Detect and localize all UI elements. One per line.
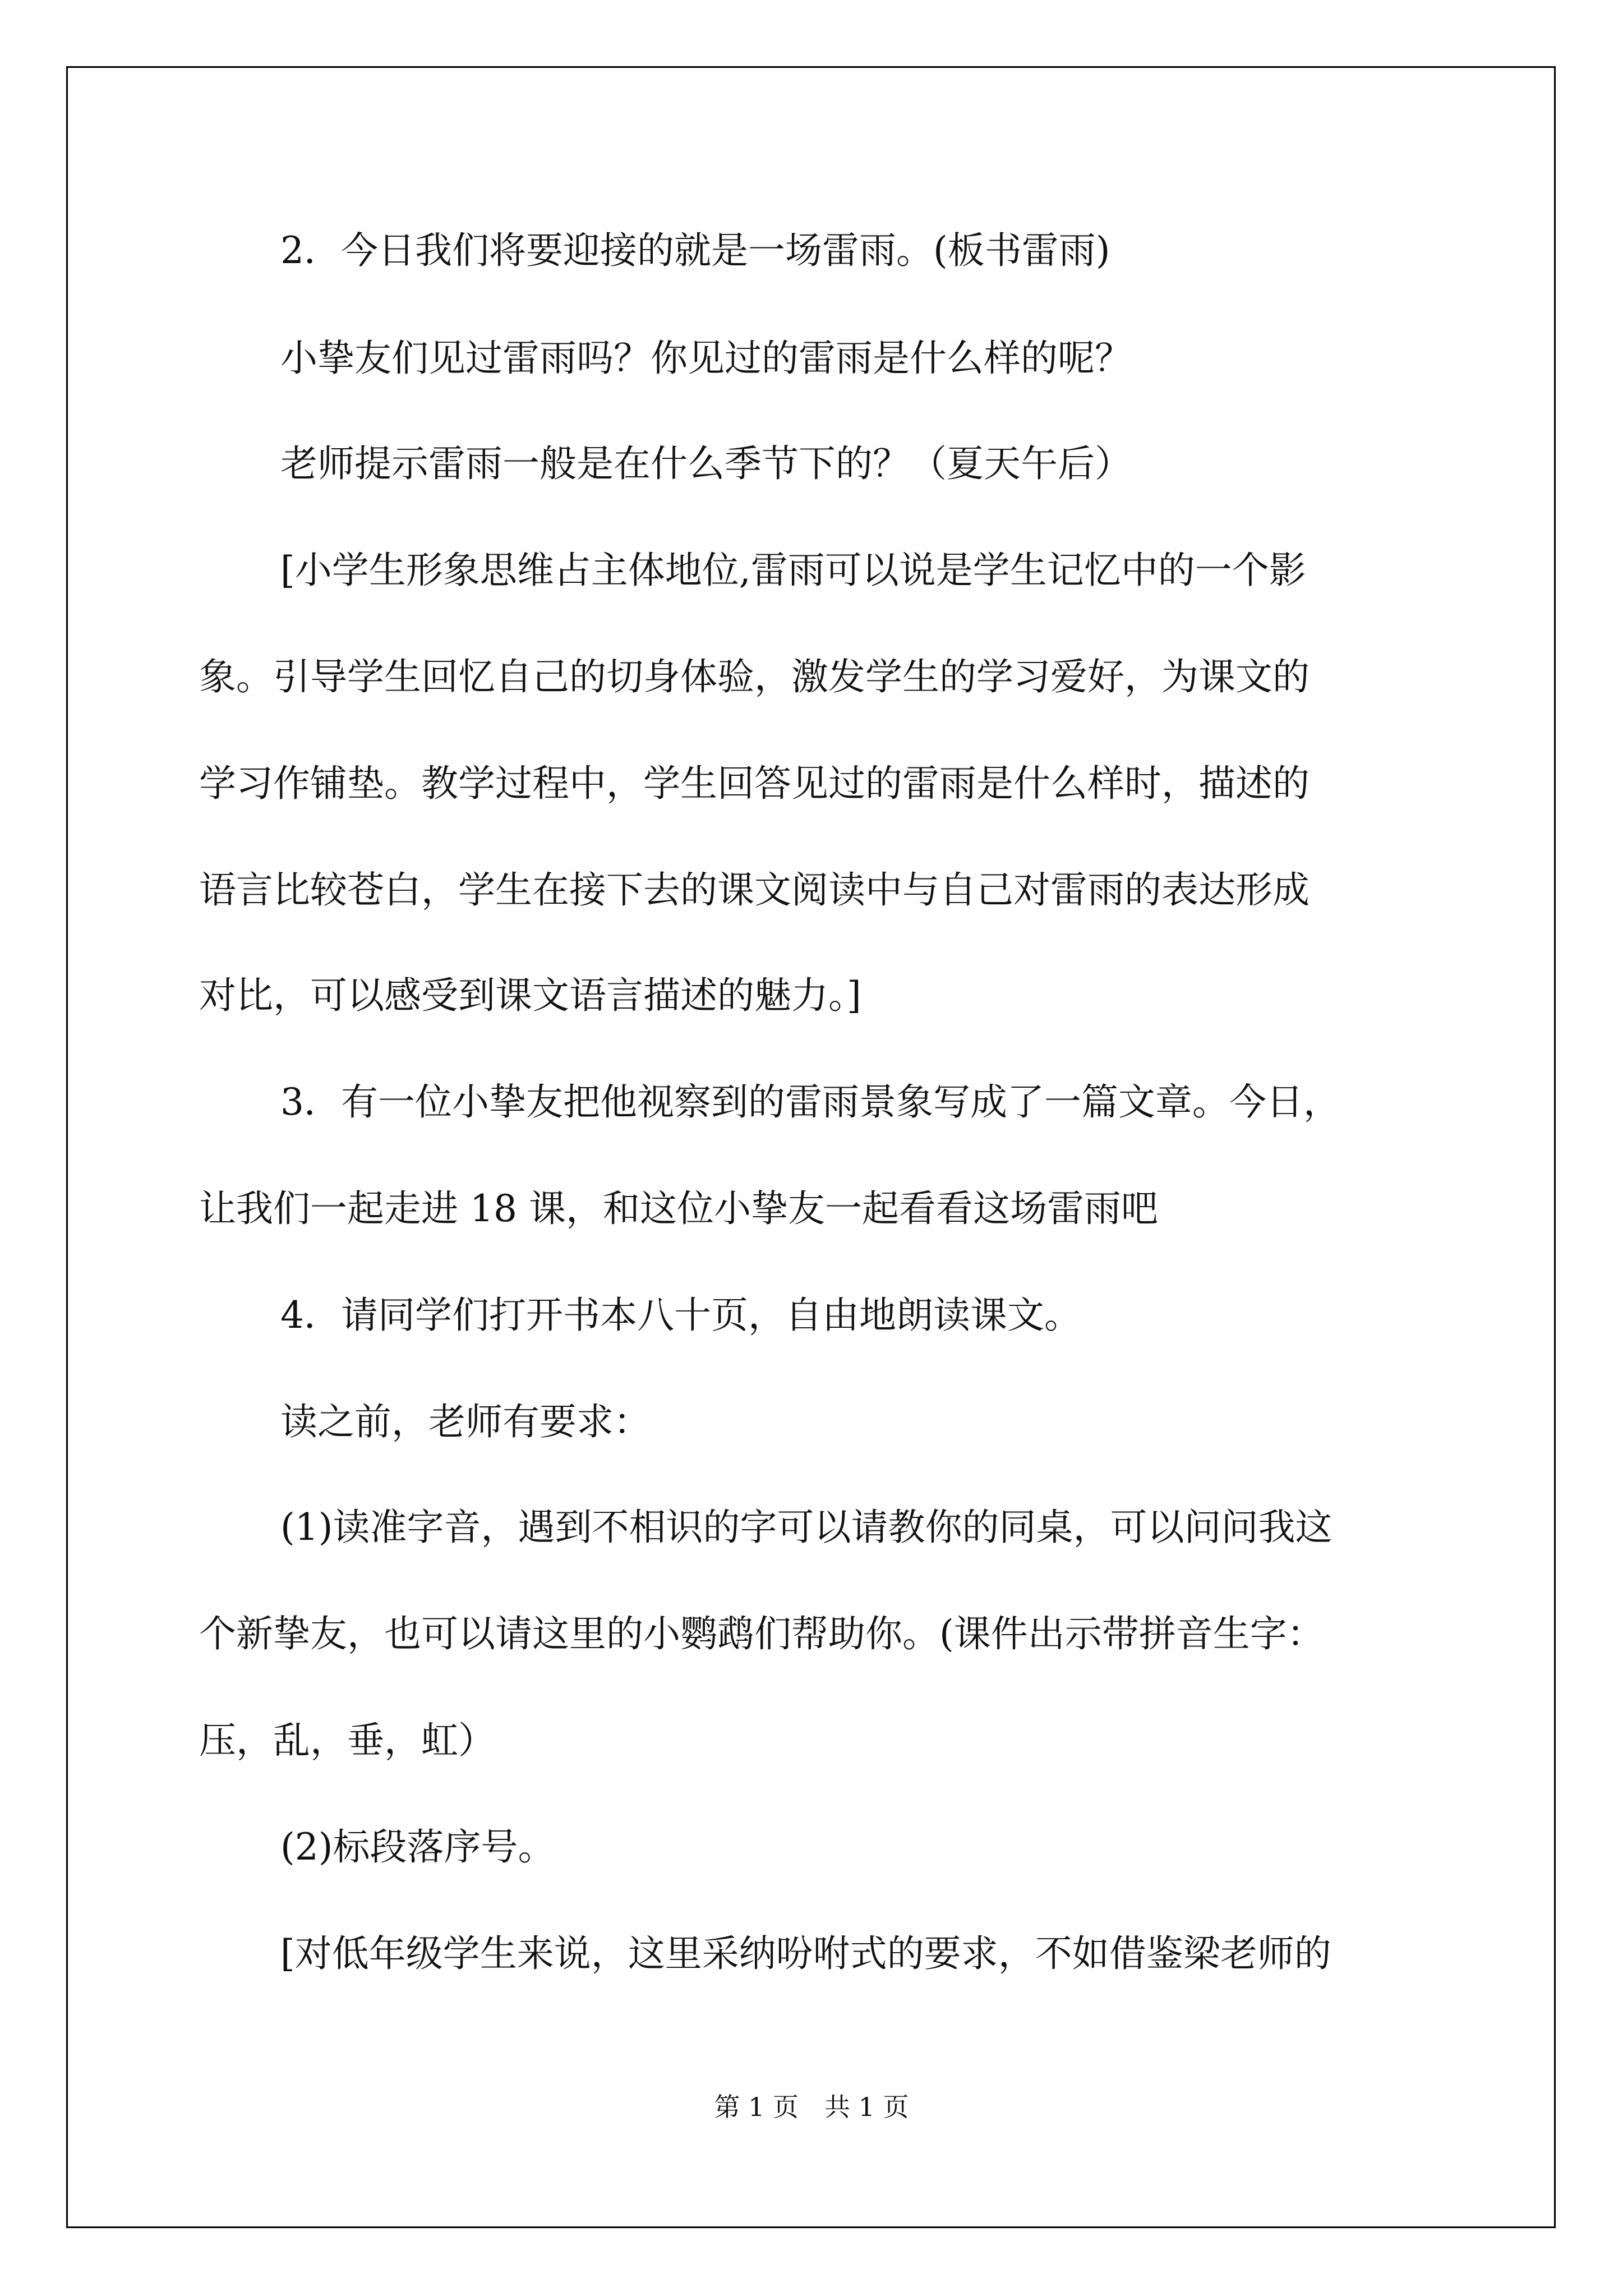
page-border xyxy=(66,66,1556,2228)
paragraph-line: 学习作铺垫。教学过程中，学生回答见过的雷雨是什么样时，描述的 xyxy=(199,762,1310,805)
paragraph-line: 读之前，老师有要求： xyxy=(280,1400,651,1443)
paragraph-line: [小学生形象思维占主体地位,雷雨可以说是学生记忆中的一个影 xyxy=(280,549,1306,592)
paragraph-line: 3．有一位小挚友把他视察到的雷雨景象写成了一篇文章。今日， xyxy=(280,1080,1340,1124)
paragraph-line: [对低年级学生来说，这里采纳吩咐式的要求，不如借鉴梁老师的 xyxy=(280,1932,1331,1975)
paragraph-line: 个新挚友，也可以请这里的小鹦鹉们帮助你。(课件出示带拼音生字： xyxy=(199,1612,1324,1655)
paragraph-line: 小挚友们见过雷雨吗？你见过的雷雨是什么样的呢？ xyxy=(280,337,1132,380)
paragraph-line: 对比，可以感受到课文语言描述的魅力。] xyxy=(199,974,861,1017)
paragraph-line: 象。引导学生回忆自己的切身体验，激发学生的学习爱好，为课文的 xyxy=(199,655,1310,698)
paragraph-line: (2)标段落序号。 xyxy=(280,1825,555,1869)
paragraph-line: 4．请同学们打开书本八十页，自由地朗读课文。 xyxy=(280,1294,1081,1337)
page-footer: 第 1 页 共 1 页 xyxy=(714,2092,909,2122)
paragraph-line: 老师提示雷雨一般是在什么季节下的？（夏天午后） xyxy=(280,442,1132,485)
paragraph-line: (1)读准字音，遇到不相识的字可以请教你的同桌，可以问问我这 xyxy=(280,1506,1332,1549)
paragraph-line: 压，乱，垂，虹） xyxy=(199,1719,495,1762)
paragraph-line: 2．今日我们将要迎接的就是一场雷雨。(板书雷雨) xyxy=(280,229,1110,272)
paragraph-line: 让我们一起走进 18 课，和这位小挚友一起看看这场雷雨吧 xyxy=(199,1187,1158,1230)
paragraph-line: 语言比较苍白，学生在接下去的课文阅读中与自己对雷雨的表达形成 xyxy=(199,868,1310,912)
